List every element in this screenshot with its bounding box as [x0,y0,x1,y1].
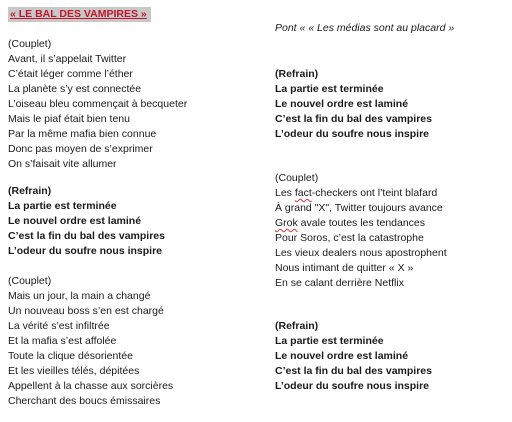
refrain-line: C’est la fin du bal des vampires [275,365,432,377]
lyric-line: Mais un jour, la main a changé [8,290,151,302]
section-label: (Couplet) [275,172,319,184]
lyric-line [275,187,437,200]
lyric-line: On s’faisait vite allumer [8,158,117,170]
spellcheck-flagged-word: fact [294,187,312,199]
lyric-line: À grand "X", Twitter toujours avance [275,202,443,214]
song-title: « LE BAL DES VAMPIRES » [8,7,151,22]
lyric-line: Donc pas moyen de s’exprimer [8,143,153,155]
lyric-line: Toute la clique désorientée [8,350,133,362]
lyric-line: Appellent à la chasse aux sorcières [8,380,174,392]
lyric-line: Un nouveau boss s’en est chargé [8,305,164,317]
lyric-line: En se calant derrière Netflix [275,277,404,289]
lyric-line: Cherchant des boucs émissaires [8,395,161,407]
section-label: (Refrain) [275,68,319,80]
spellcheck-flagged-word: Grok [275,217,298,229]
refrain-line: La partie est terminée [275,83,384,95]
section-label: (Refrain) [8,185,52,197]
refrain-line: La partie est terminée [8,200,117,212]
section-label: (Couplet) [8,38,52,50]
lyric-fragment: -checkers ont l’teint blafard [311,187,438,199]
refrain-line: Le nouvel ordre est laminé [275,350,409,362]
lyric-fragment: Les [275,187,295,199]
refrain-line: L’odeur du soufre nous inspire [275,380,430,392]
refrain-line: La partie est terminée [275,335,384,347]
lyric-line [275,217,425,230]
lyric-line: Par la même mafia bien connue [8,128,157,140]
lyric-line: La planète s’y est connectée [8,83,142,95]
lyric-line: Et la mafia s’est affolée [8,335,117,347]
refrain-line: L’odeur du soufre nous inspire [275,128,430,140]
lyric-line: Avant, il s’appelait Twitter [8,53,127,65]
bridge-title: Pont « « Les médias sont au placard » [275,22,455,34]
lyric-line: Pour Soros, c’est la catastrophe [275,232,424,244]
lyric-line: Les vieux dealers nous apostrophent [275,247,447,259]
section-label: (Couplet) [8,275,52,287]
refrain-line: C’est la fin du bal des vampires [8,230,165,242]
lyric-line: Nous intimant de quitter « X » [275,262,414,274]
lyric-line: La vérité s’est infiltrée [8,320,110,332]
lyric-line: Et les vieilles télés, dépitées [8,365,140,377]
refrain-line: Le nouvel ordre est laminé [275,98,409,110]
section-label: (Refrain) [275,320,319,332]
lyric-line: Mais le piaf était bien tenu [8,113,130,125]
lyric-fragment: avale toutes les tendances [297,217,426,229]
refrain-line: Le nouvel ordre est laminé [8,215,142,227]
lyric-line: L’oiseau bleu commençait à becqueter [8,98,188,110]
refrain-line: C’est la fin du bal des vampires [275,113,432,125]
refrain-line: L’odeur du soufre nous inspire [8,245,163,257]
lyric-line: C’était léger comme l’éther [8,68,133,80]
